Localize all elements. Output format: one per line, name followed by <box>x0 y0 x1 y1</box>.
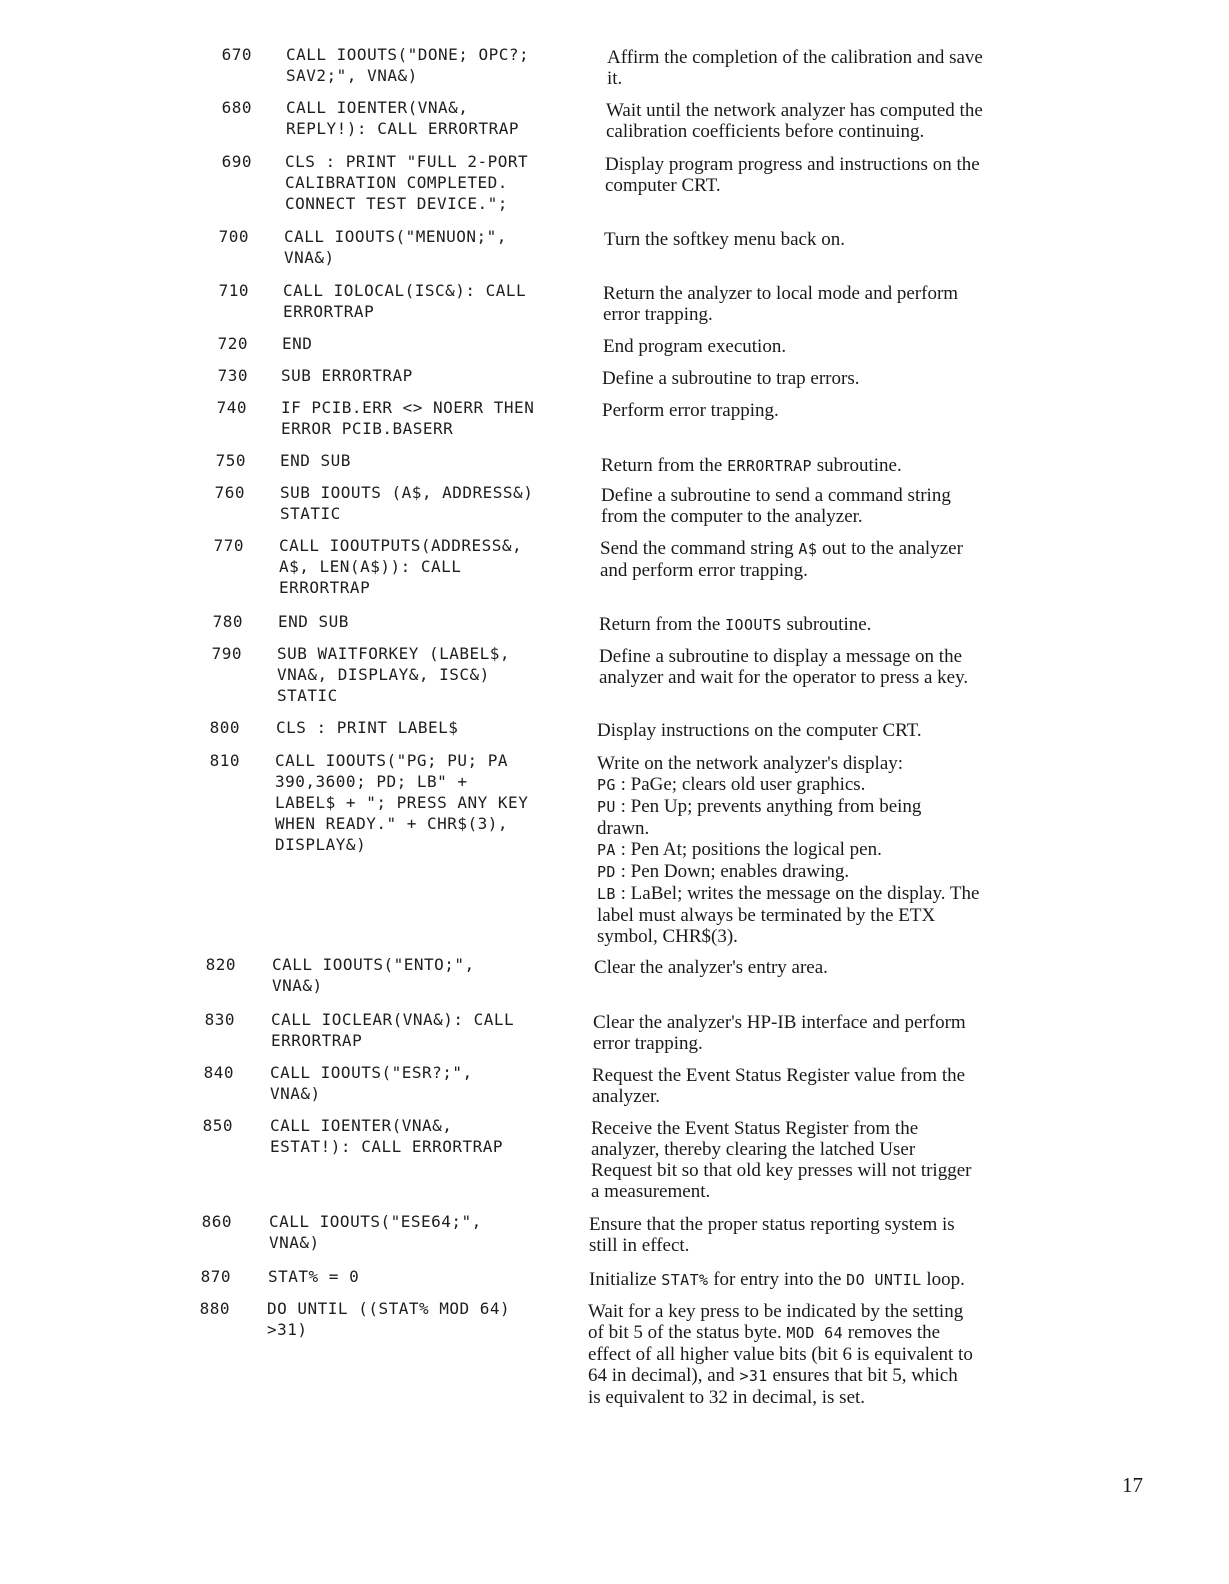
description-text: Define a subroutine to send a command string <box>601 485 951 506</box>
line-number: 730 <box>217 366 248 385</box>
description-text: Display instructions on the computer CRT. <box>597 720 922 741</box>
description-text: calibration coefficients before continuing. <box>606 121 925 142</box>
description-line <box>603 283 1053 304</box>
description-text: label must always be terminated by the ETX <box>597 905 936 926</box>
statement-description <box>604 229 1054 250</box>
statement-description <box>594 957 1044 978</box>
line-number: 780 <box>212 612 243 631</box>
description-line <box>591 1139 1041 1160</box>
line-number: 750 <box>215 451 246 470</box>
code-keyword: PA <box>597 841 616 859</box>
description-text: Affirm the completion of the calibration and save <box>607 47 983 68</box>
description-line <box>599 667 1049 688</box>
description-line <box>592 1086 1042 1107</box>
line-number: 710 <box>218 281 249 300</box>
description-text: Initialize <box>589 1269 662 1290</box>
description-line <box>602 400 1052 421</box>
code-statement: END SUB <box>278 612 349 631</box>
description-text: loop. <box>921 1269 965 1290</box>
line-number: 860 <box>201 1212 232 1231</box>
description-text: is equivalent to 32 in decimal, is set. <box>588 1387 866 1408</box>
line-number: 670 <box>221 45 252 64</box>
code-statement: SUB WAITFORKEY (LABEL$, VNA&, DISPLAY&, ISC&) STATIC <box>277 644 511 705</box>
code-statement: CALL IOLOCAL(ISC&): CALL ERRORTRAP <box>283 281 527 321</box>
code-statement: CALL IOOUTS("ESE64;", VNA&) <box>269 1212 482 1252</box>
description-text: Perform error trapping. <box>602 400 779 421</box>
description-line <box>588 1301 1038 1322</box>
line-number: 680 <box>221 98 252 117</box>
description-line <box>597 818 1047 839</box>
line-number: 880 <box>199 1299 230 1318</box>
code-keyword: DO UNTIL <box>846 1271 922 1289</box>
description-text: symbol, CHR$(3). <box>597 926 738 947</box>
description-text: Return the analyzer to local mode and perform <box>603 283 959 304</box>
line-number: 840 <box>203 1063 234 1082</box>
description-line <box>599 646 1049 667</box>
description-line <box>597 883 1047 905</box>
code-keyword: STAT% <box>661 1271 709 1289</box>
description-line <box>597 796 1047 818</box>
code-statement: SUB IOOUTS (A$, ADDRESS&) STATIC <box>280 483 534 523</box>
description-line <box>588 1387 1038 1408</box>
description-line <box>603 304 1053 325</box>
description-line <box>597 720 1047 741</box>
description-text: drawn. <box>597 818 650 839</box>
statement-description <box>603 336 1053 357</box>
description-text: of bit 5 of the status byte. <box>588 1322 787 1343</box>
code-statement: DO UNTIL ((STAT% MOD 64) >31) <box>267 1299 511 1339</box>
description-text: it. <box>607 68 623 89</box>
description-line <box>606 100 1056 121</box>
description-line <box>607 68 1057 89</box>
description-line <box>607 47 1057 68</box>
code-keyword: PU <box>597 798 616 816</box>
description-text: analyzer and wait for the operator to press a key. <box>599 667 969 688</box>
code-statement: IF PCIB.ERR <> NOERR THEN ERROR PCIB.BASERR <box>281 398 535 438</box>
description-text: : Pen Up; prevents anything from being <box>615 796 922 817</box>
line-number: 740 <box>216 398 247 417</box>
statement-description <box>601 485 1051 527</box>
description-line <box>597 905 1047 926</box>
statement-description <box>601 455 1051 477</box>
statement-description <box>602 400 1052 421</box>
description-line <box>594 957 1044 978</box>
description-line <box>593 1033 1043 1054</box>
description-line <box>593 1012 1043 1033</box>
description-line <box>601 485 1051 506</box>
line-number: 800 <box>209 718 240 737</box>
description-text: error trapping. <box>603 304 713 325</box>
description-line <box>603 336 1053 357</box>
description-text: out to the analyzer <box>817 538 963 559</box>
description-text: removes the <box>843 1322 941 1343</box>
code-keyword: PG <box>597 776 616 794</box>
statement-description <box>593 1012 1043 1054</box>
description-text: Clear the analyzer's HP-IB interface and perform <box>593 1012 966 1033</box>
statement-description <box>602 368 1052 389</box>
description-text: Turn the softkey menu back on. <box>604 229 845 250</box>
description-line <box>589 1214 1039 1235</box>
description-line <box>601 455 1051 477</box>
code-keyword: >31 <box>739 1367 768 1385</box>
line-number: 830 <box>204 1010 235 1029</box>
statement-description <box>592 1065 1042 1107</box>
description-text: Send the command string <box>600 538 799 559</box>
description-line <box>591 1160 1041 1181</box>
statement-description <box>607 47 1057 89</box>
description-text: 64 in decimal), and <box>588 1365 740 1386</box>
description-line <box>591 1118 1041 1139</box>
code-statement: CALL IOOUTS("PG; PU; PA 390,3600; PD; LB" + LABEL$ + "; PRESS ANY KEY WHEN READY." + CHR$(3), DISPLAY&) <box>275 751 529 854</box>
description-line <box>597 753 1047 774</box>
description-text: Request bit so that old key presses will not trigger <box>591 1160 972 1181</box>
description-line <box>592 1065 1042 1086</box>
description-text: subroutine. <box>781 614 872 635</box>
description-line <box>597 926 1047 947</box>
description-line <box>589 1235 1039 1256</box>
description-line <box>600 538 1050 560</box>
description-text: subroutine. <box>812 455 902 476</box>
line-number: 850 <box>202 1116 233 1135</box>
line-number: 700 <box>218 227 249 246</box>
description-text: Display program progress and instructions on the <box>605 154 980 175</box>
code-statement: CALL IOOUTS("MENUON;", VNA&) <box>284 227 507 267</box>
line-number: 720 <box>217 334 248 353</box>
description-text: analyzer, thereby clearing the latched User <box>591 1139 916 1160</box>
description-text: : Pen Down; enables drawing. <box>615 861 850 882</box>
description-text: Request the Event Status Register value from the <box>592 1065 966 1086</box>
code-keyword: LB <box>597 885 616 903</box>
code-statement: CALL IOCLEAR(VNA&): CALL ERRORTRAP <box>271 1010 515 1050</box>
code-statement: CALL IOOUTS("ENTO;", VNA&) <box>272 955 475 995</box>
code-statement: CLS : PRINT LABEL$ <box>276 718 459 737</box>
description-text: for entry into the <box>708 1269 847 1290</box>
line-number: 770 <box>213 536 244 555</box>
description-text: Ensure that the proper status reporting system is <box>589 1214 955 1235</box>
code-statement: END <box>282 334 313 353</box>
description-text: effect of all higher value bits (bit 6 is equivalent to <box>588 1344 973 1365</box>
description-line <box>588 1344 1038 1365</box>
line-number: 810 <box>209 751 240 770</box>
statement-description <box>603 283 1053 325</box>
code-statement: CALL IOOUTPUTS(ADDRESS&, A$, LEN(A$)): CALL ERRORTRAP <box>279 536 523 597</box>
statement-description <box>599 614 1049 636</box>
description-text: Return from the <box>599 614 726 635</box>
description-line <box>599 614 1049 636</box>
code-keyword: ERRORTRAP <box>727 457 812 475</box>
description-text: Define a subroutine to trap errors. <box>602 368 860 389</box>
statement-description <box>606 100 1056 142</box>
code-statement: STAT% = 0 <box>268 1267 360 1286</box>
description-text: and perform error trapping. <box>600 560 808 581</box>
statement-description <box>599 646 1049 688</box>
description-line <box>588 1365 1038 1387</box>
description-line <box>605 154 1055 175</box>
description-line <box>591 1181 1041 1202</box>
statement-description <box>597 720 1047 741</box>
description-text: Receive the Event Status Register from the <box>591 1118 919 1139</box>
description-text: a measurement. <box>591 1181 711 1202</box>
description-text: Wait until the network analyzer has computed the <box>606 100 983 121</box>
description-line <box>605 175 1055 196</box>
description-text: End program execution. <box>603 336 787 357</box>
description-text: analyzer. <box>592 1086 661 1107</box>
description-text: Return from the <box>601 455 728 476</box>
code-statement: CALL IOENTER(VNA&, REPLY!): CALL ERRORTRAP <box>286 98 520 138</box>
code-keyword: IOOUTS <box>725 616 782 634</box>
statement-description <box>589 1214 1039 1256</box>
statement-description <box>605 154 1055 196</box>
line-number: 790 <box>211 644 242 663</box>
description-line <box>597 774 1047 796</box>
description-line <box>588 1322 1038 1344</box>
description-line <box>602 368 1052 389</box>
statement-description <box>597 753 1047 947</box>
statement-description <box>588 1301 1038 1408</box>
description-text: from the computer to the analyzer. <box>601 506 863 527</box>
description-text: Clear the analyzer's entry area. <box>594 957 828 978</box>
description-line <box>597 861 1047 883</box>
description-line <box>589 1269 1039 1291</box>
code-keyword: PD <box>597 863 616 881</box>
description-text: error trapping. <box>593 1033 703 1054</box>
description-line <box>604 229 1054 250</box>
description-text: Wait for a key press to be indicated by the setting <box>588 1301 964 1322</box>
description-text: : LaBel; writes the message on the display. The <box>615 883 980 904</box>
statement-description <box>591 1118 1041 1202</box>
description-text: Define a subroutine to display a message on the <box>599 646 963 667</box>
description-text: Write on the network analyzer's display: <box>597 753 904 774</box>
line-number: 760 <box>214 483 245 502</box>
statement-description <box>589 1269 1039 1291</box>
description-text: : PaGe; clears old user graphics. <box>615 774 866 795</box>
description-text: ensures that bit 5, which <box>767 1365 958 1386</box>
page-number: 17 <box>1122 1473 1143 1497</box>
code-statement: CALL IOOUTS("DONE; OPC?; SAV2;", VNA&) <box>286 45 530 85</box>
code-statement: SUB ERRORTRAP <box>281 366 413 385</box>
code-statement: CALL IOENTER(VNA&, ESTAT!): CALL ERRORTRAP <box>270 1116 504 1156</box>
description-text: computer CRT. <box>605 175 721 196</box>
code-keyword: MOD 64 <box>786 1324 844 1342</box>
line-number: 690 <box>221 152 252 171</box>
description-line <box>600 560 1050 581</box>
description-text: still in effect. <box>589 1235 690 1256</box>
description-text: : Pen At; positions the logical pen. <box>615 839 882 860</box>
code-statement: CLS : PRINT "FULL 2-PORT CALIBRATION COMPLETED. CONNECT TEST DEVICE."; <box>285 152 529 213</box>
code-statement: END SUB <box>280 451 351 470</box>
statement-description <box>600 538 1050 581</box>
code-keyword: A$ <box>798 540 818 558</box>
description-line <box>597 839 1047 861</box>
line-number: 870 <box>200 1267 231 1286</box>
description-line <box>601 506 1051 527</box>
code-statement: CALL IOOUTS("ESR?;", VNA&) <box>270 1063 473 1103</box>
description-line <box>606 121 1056 142</box>
line-number: 820 <box>205 955 236 974</box>
